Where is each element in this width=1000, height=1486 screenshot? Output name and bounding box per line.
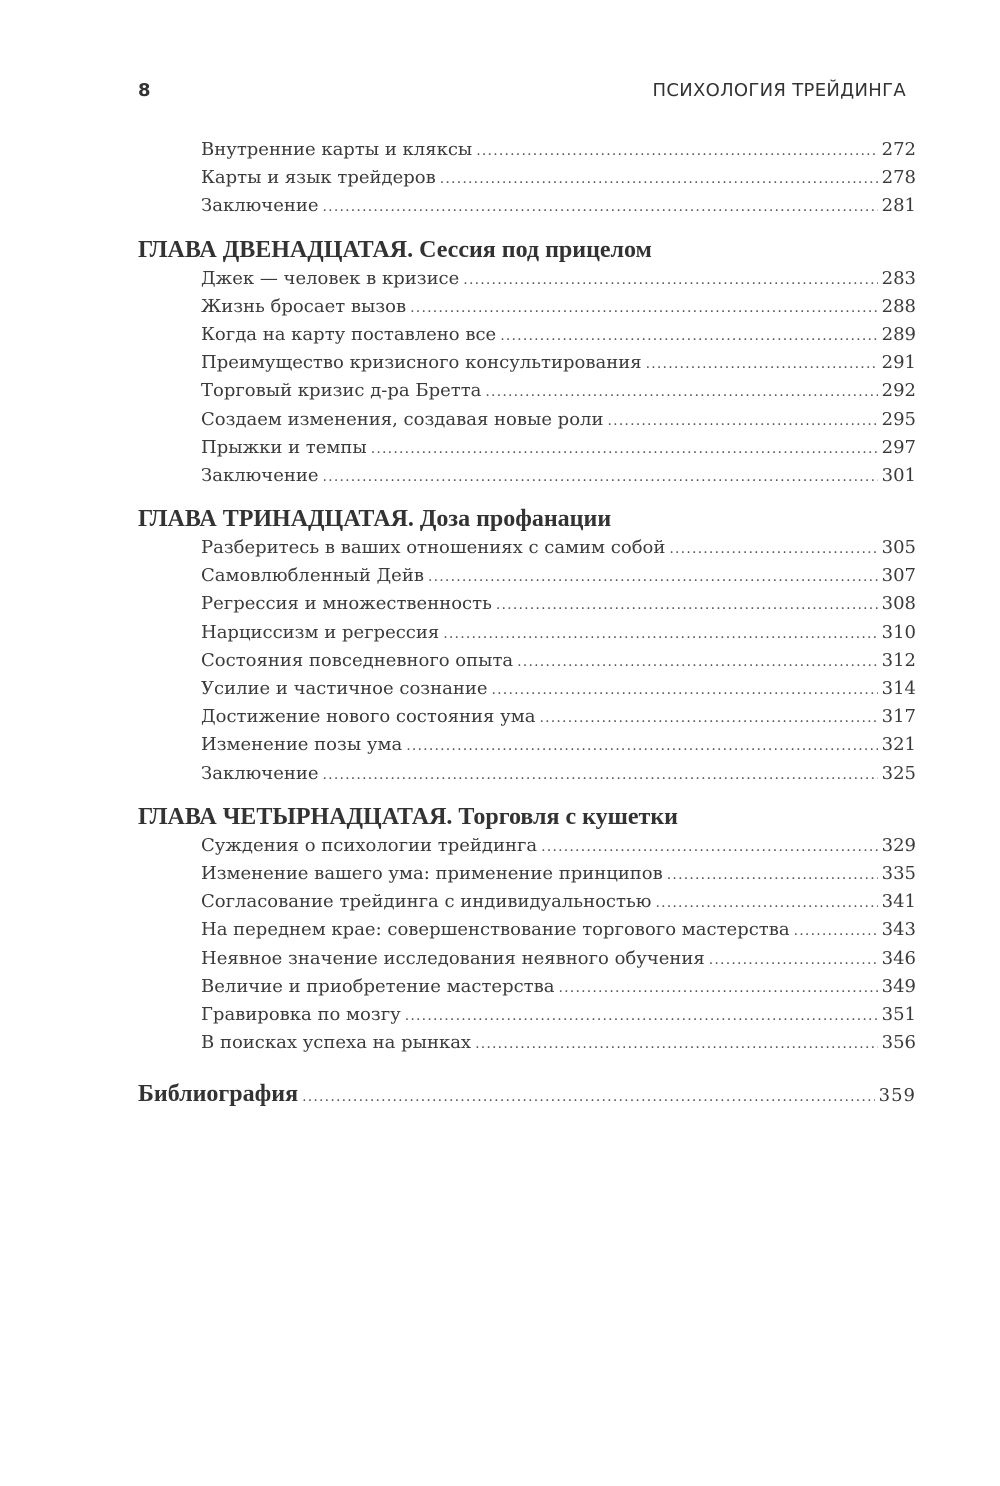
toc-entry-page: 308 [881, 593, 916, 615]
toc-entry-title: Создаем изменения, создавая новые роли [201, 408, 604, 430]
dot-leader [539, 703, 877, 732]
toc-entry-title: Заключение [201, 195, 319, 217]
toc-entry-page: 335 [881, 862, 916, 884]
toc-entry-title: Прыжки и темпы [201, 436, 367, 458]
dot-leader [607, 406, 877, 435]
toc-entry[interactable] [138, 945, 916, 973]
toc-entry-title: Преимущество кризисного консультирования [201, 352, 642, 374]
toc-entry-page: 312 [881, 649, 916, 671]
dot-leader [440, 164, 878, 193]
dot-leader [794, 916, 878, 945]
toc-entry-title: Неявное значение исследования неявного обучения [201, 947, 705, 969]
dot-leader [428, 562, 878, 591]
table-of-contents [138, 136, 916, 1111]
dot-leader [485, 377, 877, 406]
toc-entry-title: Джек — человек в кризисе [201, 267, 460, 289]
toc-entry-title: Заключение [201, 762, 319, 784]
toc-entry-page: 321 [881, 734, 916, 756]
toc-entry-title: Состояния повседневного опыта [201, 649, 514, 671]
toc-entry-title: Жизнь бросает вызов [201, 295, 407, 317]
toc-intro-section [138, 136, 916, 221]
toc-entry-page: 301 [881, 464, 916, 486]
dot-leader [405, 1001, 878, 1030]
toc-entry[interactable] [138, 703, 916, 731]
toc-entry-title: Заключение [201, 464, 319, 486]
toc-entry-title: Гравировка по мозгу [201, 1003, 401, 1025]
toc-entry-title: Усилие и частичное сознание [201, 678, 488, 699]
dot-leader [476, 136, 877, 165]
toc-entry-title: В поисках успеха на рынках [201, 1032, 472, 1054]
running-head [138, 80, 906, 106]
toc-entry-page: 343 [881, 919, 916, 941]
toc-entry-page: 278 [881, 167, 916, 189]
dot-leader [669, 534, 877, 563]
dot-leader [655, 888, 877, 917]
toc-entry[interactable] [138, 434, 916, 462]
toc-entry[interactable] [138, 321, 916, 349]
toc-entry-page: 341 [881, 891, 916, 913]
toc-entry-title: Когда на карту поставлено все [201, 323, 497, 345]
toc-entry-page: 272 [881, 139, 916, 160]
bibliography-title: Библиография [138, 1081, 299, 1108]
dot-leader [323, 462, 878, 491]
dot-leader [492, 675, 878, 704]
dot-leader [323, 760, 878, 789]
toc-entry-title: Нарциссизм и регрессия [201, 621, 440, 643]
toc-entry[interactable] [138, 760, 916, 788]
toc-entry-title: Изменение позы ума [201, 734, 403, 756]
toc-entry[interactable] [138, 916, 916, 944]
toc-entry-title: На переднем крае: совершенствование торгового мастерства [201, 919, 790, 941]
dot-leader [709, 945, 878, 974]
toc-entry-page: 292 [881, 380, 916, 402]
toc-entry-page: 356 [881, 1032, 916, 1054]
chapter-12-section [138, 235, 916, 491]
toc-entry-page: 351 [881, 1003, 916, 1025]
chapter-14-section [138, 802, 916, 1058]
toc-entry[interactable] [138, 377, 916, 405]
toc-entry-page: 310 [881, 621, 916, 643]
toc-entry[interactable] [138, 888, 916, 916]
toc-entry-page: 288 [881, 295, 916, 317]
dot-leader [475, 1029, 878, 1058]
toc-entry-page: 307 [881, 565, 916, 587]
toc-entry[interactable] [138, 1029, 916, 1057]
toc-entry-title: Суждения о психологии трейдинга [201, 834, 538, 856]
toc-entry[interactable] [138, 731, 916, 759]
toc-entry[interactable] [138, 293, 916, 321]
toc-entry[interactable] [138, 192, 916, 220]
dot-leader [371, 434, 878, 463]
toc-entry[interactable] [138, 647, 916, 675]
toc-entry-title: Внутренние карты и кляксы [201, 139, 473, 160]
chapter-heading[interactable]: ГЛАВА ТРИНАДЦАТАЯ. Доза профанации [138, 506, 612, 533]
dot-leader [517, 647, 877, 676]
toc-entry[interactable] [138, 832, 916, 860]
toc-entry-page: 289 [881, 323, 916, 345]
dot-leader [559, 973, 878, 1002]
book-title: ПСИХОЛОГИЯ ТРЕЙДИНГА [652, 80, 906, 101]
dot-leader [323, 192, 878, 221]
toc-entry-page: 283 [881, 267, 916, 289]
toc-entry[interactable] [138, 462, 916, 490]
chapter-heading[interactable]: ГЛАВА ЧЕТЫРНАДЦАТАЯ. Торговля с кушетки [138, 803, 678, 830]
toc-entry-page: 295 [881, 408, 916, 430]
dot-leader [463, 265, 877, 294]
toc-entry[interactable] [138, 265, 916, 293]
toc-entry[interactable] [138, 136, 916, 164]
toc-entry[interactable] [138, 562, 916, 590]
toc-entry[interactable] [138, 164, 916, 192]
toc-entry-page: 297 [881, 436, 916, 458]
toc-entry-title: Величие и приобретение мастерства [201, 975, 555, 997]
toc-entry-title: Достижение нового состояния ума [201, 706, 536, 728]
toc-entry[interactable] [138, 534, 916, 562]
dot-leader [443, 619, 877, 648]
toc-entry[interactable] [138, 406, 916, 434]
dot-leader [410, 293, 877, 322]
bibliography-page: 359 [878, 1085, 916, 1107]
toc-entry-title: Разберитесь в ваших отношениях с самим собой [201, 537, 666, 559]
chapter-heading[interactable]: ГЛАВА ДВЕНАДЦАТАЯ. Сессия под прицелом [138, 236, 652, 263]
toc-entry-title: Изменение вашего ума: применение принципов [201, 862, 663, 884]
toc-entry-page: 346 [881, 947, 916, 969]
chapter-13-section [138, 504, 916, 788]
toc-entry[interactable] [138, 349, 916, 377]
toc-entry-title: Карты и язык трейдеров [201, 167, 436, 189]
toc-entry[interactable] [138, 619, 916, 647]
toc-entry-page: 305 [881, 537, 916, 559]
dot-leader [496, 590, 878, 619]
toc-entry-title: Самовлюбленный Дейв [201, 565, 424, 587]
page-number: 8 [138, 80, 151, 101]
toc-entry-page: 281 [881, 195, 916, 217]
toc-entry-title: Регрессия и множественность [201, 593, 492, 615]
toc-entry-title: Торговый кризис д-ра Бретта [201, 380, 482, 402]
toc-entry-page: 291 [881, 352, 916, 374]
toc-entry[interactable] [138, 675, 916, 703]
toc-entry[interactable] [138, 973, 916, 1001]
dot-leader [646, 349, 878, 378]
dot-leader [302, 1079, 875, 1114]
toc-entry-title: Согласование трейдинга с индивидуальностью [201, 891, 652, 913]
dot-leader [406, 731, 877, 760]
toc-entry-page: 314 [881, 678, 916, 699]
toc-entry[interactable] [138, 860, 916, 888]
toc-entry-page: 325 [881, 762, 916, 784]
dot-leader [541, 832, 878, 861]
bibliography-entry[interactable] [138, 1077, 916, 1111]
toc-entry-page: 317 [881, 706, 916, 728]
toc-entry[interactable] [138, 590, 916, 618]
dot-leader [667, 860, 878, 889]
toc-entry-page: 349 [881, 975, 916, 997]
toc-entry[interactable] [138, 1001, 916, 1029]
dot-leader [500, 321, 877, 350]
toc-entry-page: 329 [881, 834, 916, 856]
